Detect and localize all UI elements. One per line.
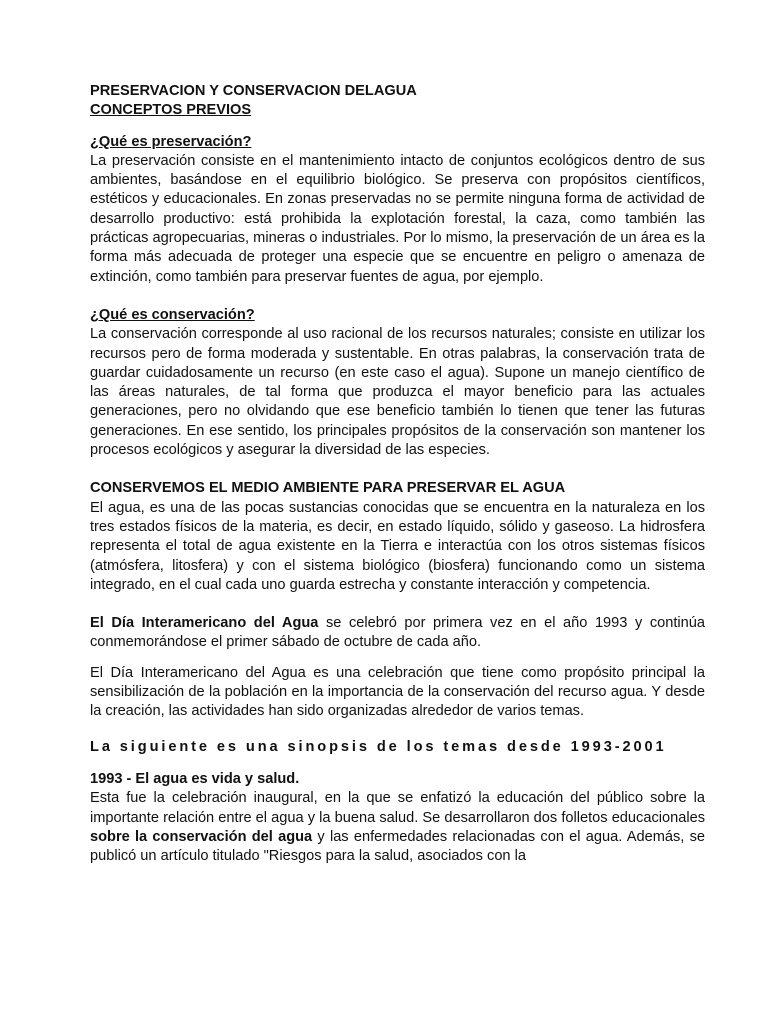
document-page bbox=[90, 82, 705, 866]
conservation-paragraph: La conservación corresponde al uso racional de los recursos naturales; consiste en utilizar los recursos pero de forma moderada y sustentable. En otras palabras, la conservación trata de guardar cuidadosamente un recurso (en este caso el agua). Supone un manejo científico de las áreas naturales, de tal forma que produzca el mayor beneficio para las actuales generaciones, pero no olvidando que ese beneficio también lo tienen que tener las futuras generaciones. En ese sentido, los principales propósitos de la conservación son mantener los procesos ecológicos y asegurar la diversidad de las especies. bbox=[90, 326, 705, 459]
dia-interamericano-rest: se celebró por primera vez en el año 1993 y continúa conmemorándose el primer sábado de octubre de cada año. bbox=[90, 615, 706, 651]
dia-interamericano-paragraph bbox=[90, 614, 705, 653]
document-subtitle: CONCEPTOS PREVIOS bbox=[90, 102, 252, 119]
year-1993-heading: 1993 - El agua es vida y salud. bbox=[90, 770, 300, 787]
dia-purpose-paragraph: El Día Interamericano del Agua es una celebración que tiene como propósito principal la sensibilización de la población en la importancia de la conservación del recurso agua. Y desde la creación, las actividades han sido organizadas alrededor de varios temas. bbox=[90, 664, 705, 720]
document-title: PRESERVACION Y CONSERVACION DELAGUA bbox=[90, 83, 417, 99]
environment-paragraph: El agua, es una de las pocas sustancias conocidas que se encuentra en la naturaleza en los tres estados físicos de la materia, es decir, en estado líquido, sólido y gaseoso. La hidrosfera representa el total de agua existente en la Tierra e interactúa con los otros sistemas físicos (atmósfera, litosfera) y con el sistema biológico (biosfera) funcionando como un sistema integrado, en el cual cada uno guarda estrecha y constante interacción y competencia. bbox=[90, 499, 705, 593]
year-1993-text-bold: sobre la conservación del agua bbox=[90, 828, 313, 845]
year-1993-text-a: Esta fue la celebración inaugural, en la que se enfatizó la educación del público sobre la importante relación entre el agua y la buena salud. Se desarrollaron dos folletos educacionales bbox=[90, 790, 705, 826]
year-1993-paragraph bbox=[90, 789, 705, 866]
year-1993-text-b: y las enfermedades relacionadas con el agua. Además, se publicó un artículo titulado "Riesgos para la salud, asociados con la bbox=[90, 828, 706, 865]
preservation-paragraph: La preservación consiste en el mantenimiento intacto de conjuntos ecológicos dentro de sus ambientes, basándose en el equilibrio biológico. Se preserva con propósitos científicos, estéticos y educacionales. En zonas preservadas no se permite ninguna forma de actividad de desarrollo productivo: está prohibida la explotación forestal, la caza, como también las prácticas agropecuarias, mineras o industriales. Por lo mismo, la preservación de un área es la forma más adecuada de proteger una especie que se encuentre en peligro o amenaza de extinción, como también para preservar fuentes de agua, por ejemplo. bbox=[90, 152, 705, 285]
preservation-heading: ¿Qué es preservación? bbox=[90, 133, 252, 150]
environment-section-heading: CONSERVEMOS EL MEDIO AMBIENTE PARA PRESERVAR EL AGUA bbox=[90, 480, 566, 497]
dia-interamericano-bold: El Día Interamericano del Agua bbox=[90, 615, 319, 632]
conservation-heading: ¿Qué es conservación? bbox=[90, 306, 255, 323]
synopsis-heading: La siguiente es una sinopsis de los temas desde 1993-2001 bbox=[90, 738, 667, 755]
